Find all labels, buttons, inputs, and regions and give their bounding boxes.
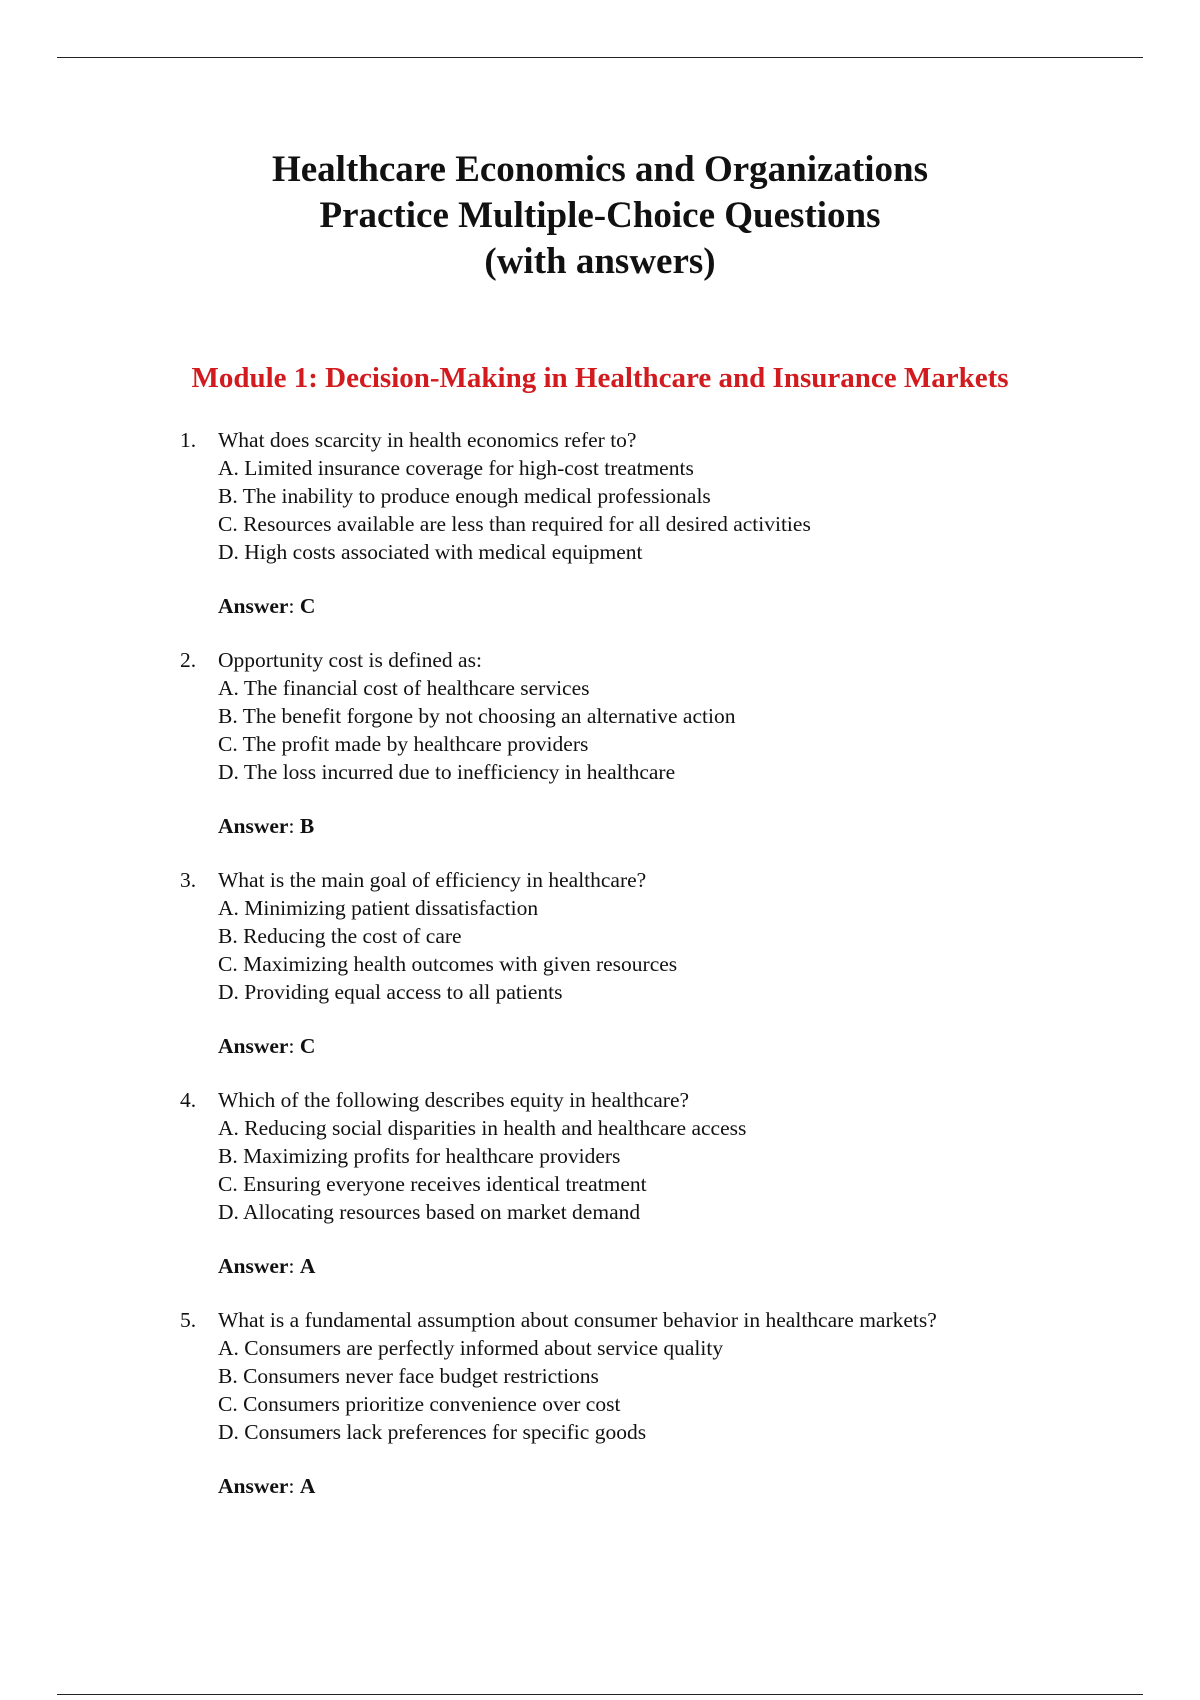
title-line-3: (with answers): [484, 241, 716, 282]
question-number: 2.: [180, 648, 197, 672]
question-body: [218, 646, 1200, 840]
answer-line: Answer: B: [218, 814, 315, 838]
answer-value: C: [299, 594, 316, 618]
question-text: Which of the following describes equity in healthcare?: [218, 1088, 690, 1112]
question-number: 5.: [180, 1308, 197, 1332]
question-text: What does scarcity in health economics refer to?: [218, 428, 637, 452]
question-number: 4.: [180, 1088, 197, 1112]
answer-line: Answer: C: [218, 1034, 316, 1058]
option-a: A. The financial cost of healthcare services: [218, 676, 590, 700]
question-list: [0, 426, 1200, 1526]
answer-label: Answer: [218, 1254, 289, 1278]
answer-line: Answer: A: [218, 1474, 316, 1498]
title-line-2: Practice Multiple-Choice Questions: [319, 195, 881, 236]
document-title: [0, 147, 1200, 285]
title-line-1: Healthcare Economics and Organizations: [271, 149, 929, 190]
answer-line: Answer: A: [218, 1254, 316, 1278]
option-a: A. Reducing social disparities in health and healthcare access: [218, 1116, 747, 1140]
option-a: A. Minimizing patient dissatisfaction: [218, 896, 539, 920]
question-1: [0, 426, 1200, 620]
option-b: B. Consumers never face budget restrictions: [218, 1364, 599, 1388]
option-a: A. Consumers are perfectly informed about service quality: [218, 1336, 724, 1360]
answer-line: Answer: C: [218, 594, 316, 618]
answer-value: A: [299, 1254, 316, 1278]
question-body: [218, 866, 1200, 1060]
question-text: What is a fundamental assumption about consumer behavior in healthcare markets?: [218, 1308, 937, 1332]
bottom-rule: [57, 1694, 1143, 1695]
option-c: C. Maximizing health outcomes with given resources: [218, 952, 678, 976]
question-text: What is the main goal of efficiency in healthcare?: [218, 868, 647, 892]
question-number: 1.: [180, 428, 197, 452]
option-c: C. Consumers prioritize convenience over cost: [218, 1392, 621, 1416]
question-body: [218, 1086, 1200, 1280]
question-body: [218, 1306, 1200, 1500]
option-c: C. The profit made by healthcare providers: [218, 732, 589, 756]
top-rule: [57, 57, 1143, 58]
option-d: D. Providing equal access to all patients: [218, 980, 563, 1004]
answer-value: C: [299, 1034, 316, 1058]
question-2: [0, 646, 1200, 840]
question-4: [0, 1086, 1200, 1280]
question-number: 3.: [180, 868, 197, 892]
option-b: B. Reducing the cost of care: [218, 924, 462, 948]
question-5: [0, 1306, 1200, 1500]
answer-label: Answer: [218, 1474, 289, 1498]
question-text: Opportunity cost is defined as:: [218, 648, 482, 672]
option-b: B. The inability to produce enough medical professionals: [218, 484, 711, 508]
option-b: B. The benefit forgone by not choosing an alternative action: [218, 704, 736, 728]
answer-value: A: [299, 1474, 316, 1498]
answer-label: Answer: [218, 594, 289, 618]
question-body: [218, 426, 1200, 620]
module-heading: Module 1: Decision-Making in Healthcare and Insurance Markets: [191, 362, 1009, 394]
answer-label: Answer: [218, 814, 289, 838]
option-d: D. Consumers lack preferences for specific goods: [218, 1420, 647, 1444]
option-a: A. Limited insurance coverage for high-cost treatments: [218, 456, 694, 480]
question-3: [0, 866, 1200, 1060]
option-d: D. Allocating resources based on market demand: [218, 1200, 641, 1224]
answer-value: B: [299, 814, 315, 838]
option-c: C. Ensuring everyone receives identical treatment: [218, 1172, 647, 1196]
answer-label: Answer: [218, 1034, 289, 1058]
option-d: D. High costs associated with medical equipment: [218, 540, 643, 564]
option-d: D. The loss incurred due to inefficiency in healthcare: [218, 760, 676, 784]
option-b: B. Maximizing profits for healthcare providers: [218, 1144, 621, 1168]
option-c: C. Resources available are less than required for all desired activities: [218, 512, 811, 536]
